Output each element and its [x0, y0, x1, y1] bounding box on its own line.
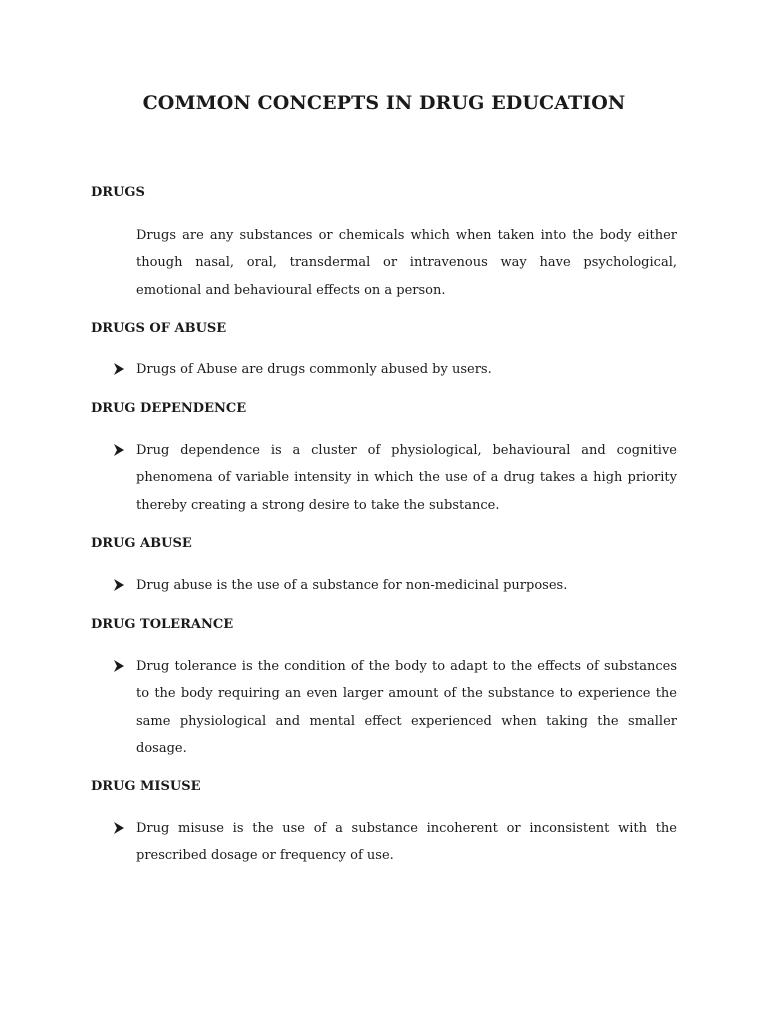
section-text-drugs: Drugs are any substances or chemicals which when taken into the body either though nasal, oral, transdermal or intravenous way have psychological, emotional and behavioural effects on a person. [136, 228, 677, 298]
arrowhead-bullet-icon [112, 659, 126, 673]
section-heading-drug-abuse: DRUG ABUSE [91, 536, 192, 551]
arrowhead-bullet-icon [112, 443, 126, 457]
section-text-drugs-of-abuse: Drugs of Abuse are drugs commonly abused by users. [136, 362, 492, 377]
section-text-drug-dependence: Drug dependence is a cluster of physiological, behavioural and cognitive phenomena of variable intensity in which the use of a drug takes a high priority thereby creating a strong desire to take the substance. [136, 443, 677, 513]
section-text-drug-misuse: Drug misuse is the use of a substance incoherent or inconsistent with the prescribed dosage or frequency of use. [136, 821, 677, 864]
section-text-drug-tolerance: Drug tolerance is the condition of the body to adapt to the effects of substances to the body requiring an even larger amount of the substance to experience the same physiological and mental effect experienced when taking the smaller dosage. [136, 659, 677, 756]
arrowhead-bullet-icon [112, 362, 126, 376]
section-heading-drug-tolerance: DRUG TOLERANCE [91, 617, 234, 632]
arrowhead-bullet-icon [112, 578, 126, 592]
section-text-drug-abuse: Drug abuse is the use of a substance for non-medicinal purposes. [136, 578, 568, 593]
document-title: COMMON CONCEPTS IN DRUG EDUCATION [142, 92, 626, 114]
section-heading-drugs: DRUGS [91, 185, 145, 200]
section-heading-drug-dependence: DRUG DEPENDENCE [91, 401, 247, 416]
section-heading-drugs-of-abuse: DRUGS OF ABUSE [91, 321, 227, 336]
arrowhead-bullet-icon [112, 821, 126, 835]
section-heading-drug-misuse: DRUG MISUSE [91, 779, 201, 794]
